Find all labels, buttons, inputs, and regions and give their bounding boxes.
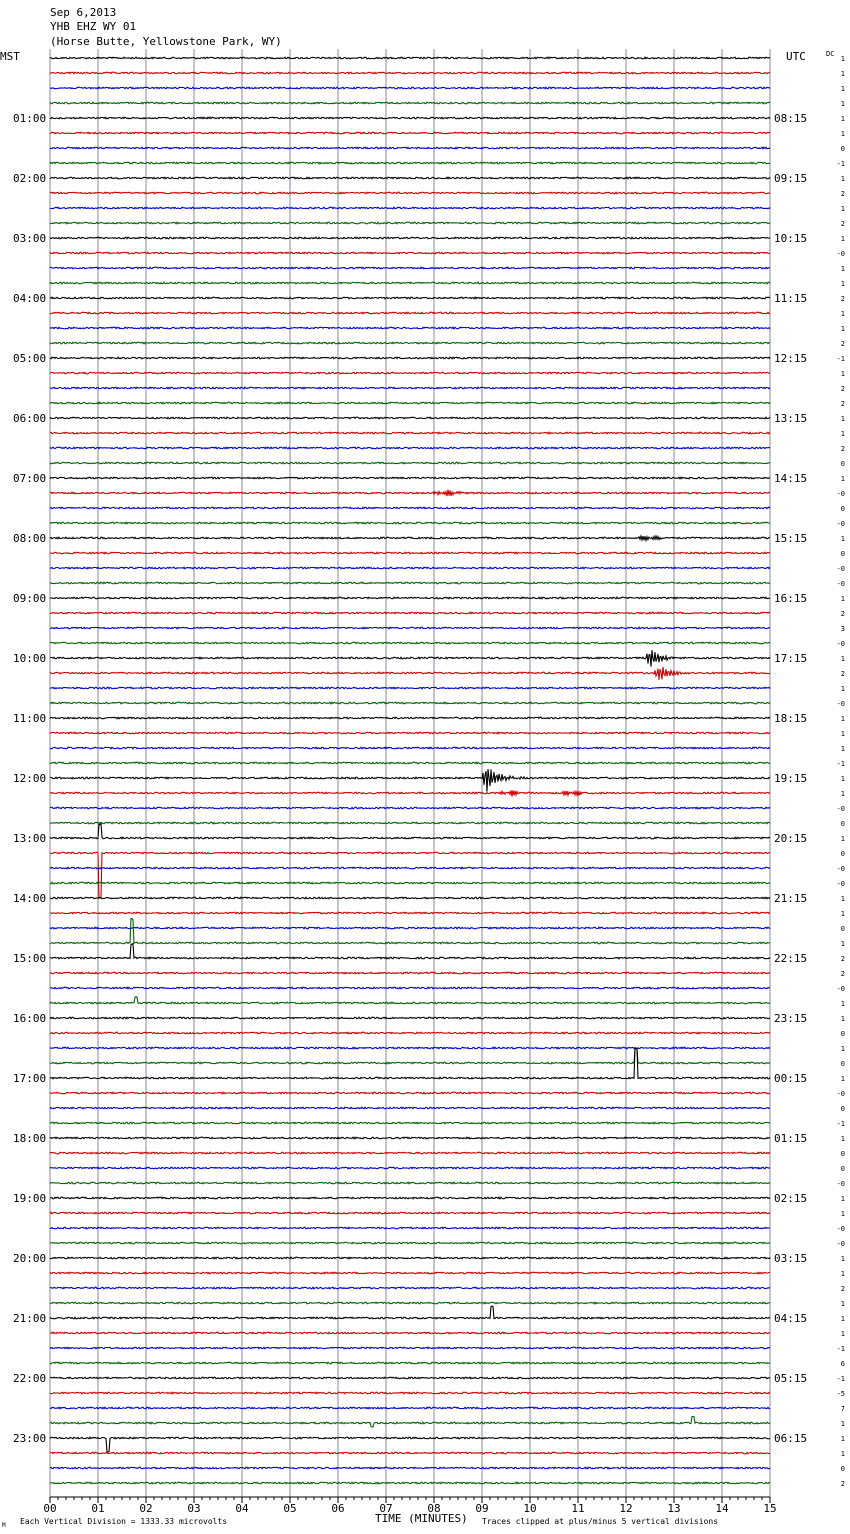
mst-hour-label: 12:00: [13, 772, 47, 785]
seismic-trace: [50, 1272, 770, 1274]
dc-offset-value: 0: [840, 925, 845, 933]
seismic-trace: [50, 747, 770, 749]
seismic-trace: [50, 642, 770, 644]
dc-offset-value: 1: [840, 685, 845, 693]
dc-offset-value: 1: [840, 415, 845, 423]
seismic-trace: [50, 402, 770, 404]
x-tick-label: 10: [523, 1502, 537, 1515]
seismic-trace: [50, 769, 770, 792]
dc-offset-value: 0: [840, 1150, 845, 1158]
x-tick-label: 14: [715, 1502, 729, 1515]
seismic-trace: [50, 507, 770, 509]
mst-hour-label: 06:00: [13, 412, 47, 425]
dc-offset-value: 1: [840, 175, 845, 183]
dc-offset-value: 2: [840, 295, 845, 303]
seismic-trace: [50, 1167, 770, 1169]
seismic-trace: [50, 522, 770, 524]
seismic-trace: [50, 1257, 770, 1259]
seismic-trace: [50, 1306, 770, 1319]
seismic-trace: [50, 1227, 770, 1229]
dc-offset-value: 0: [840, 1105, 845, 1113]
dc-offset-value: 0: [840, 1060, 845, 1068]
dc-offset-value: 1: [840, 1195, 845, 1203]
minute-grid: [50, 49, 770, 1497]
dc-offset-value: 1: [840, 235, 845, 243]
seismic-trace: [50, 536, 770, 540]
dc-offset-value: 1: [840, 1420, 845, 1428]
dc-offset-value: 0: [840, 550, 845, 558]
dc-offset-value: -1: [836, 1375, 845, 1383]
utc-hour-label: 08:15: [774, 112, 808, 125]
seismic-trace: [50, 207, 770, 209]
dc-offset-value: -0: [836, 1180, 845, 1188]
dc-offset-value: -0: [836, 565, 845, 573]
seismic-trace: [50, 702, 770, 704]
x-tick-label: 09: [475, 1502, 489, 1515]
dc-offset-value: 1: [840, 1000, 845, 1008]
dc-offset-value: 1: [840, 535, 845, 543]
dc-offset-value: -0: [836, 985, 845, 993]
dc-offset-value: 1: [840, 1435, 845, 1443]
seismic-trace: [50, 462, 770, 464]
seismic-trace: [50, 650, 770, 666]
header-date: Sep 6,2013: [50, 6, 117, 19]
dc-offset-value: 0: [840, 1465, 845, 1473]
dc-offset-value: 1: [840, 130, 845, 138]
seismic-trace: [50, 1122, 770, 1124]
dc-offset-value: -0: [836, 640, 845, 648]
dc-offset-value: 2: [840, 385, 845, 393]
right-timezone-label: UTC: [786, 50, 806, 63]
seismic-trace: [50, 687, 770, 689]
seismic-trace: [50, 1287, 770, 1289]
seismic-trace: [50, 102, 770, 104]
seismic-trace: [50, 132, 770, 134]
x-tick-label: 04: [235, 1502, 249, 1515]
utc-hour-label: 21:15: [774, 892, 808, 905]
seismic-trace: [50, 57, 770, 59]
left-timezone-label: MST: [0, 50, 20, 63]
seismic-trace: [50, 612, 770, 614]
seismic-trace: [50, 852, 770, 898]
dc-offset-value: 1: [840, 730, 845, 738]
seismic-trace: [50, 1212, 770, 1214]
x-tick-label: 02: [139, 1502, 153, 1515]
dc-offset-value: -0: [836, 880, 845, 888]
dc-offset-value: -0: [836, 1225, 845, 1233]
seismic-trace: [50, 997, 770, 1004]
dc-offset-value: 2: [840, 445, 845, 453]
mst-hour-label: 05:00: [13, 352, 47, 365]
dc-offset-value: 1: [840, 85, 845, 93]
seismic-trace: [50, 1332, 770, 1334]
dc-offset-value: 2: [840, 955, 845, 963]
seismic-trace: [50, 1362, 770, 1364]
mst-hour-label: 14:00: [13, 892, 47, 905]
mst-hour-label: 21:00: [13, 1312, 47, 1325]
seismic-trace: [50, 1048, 770, 1079]
dc-offset-value: 2: [840, 610, 845, 618]
x-tick-label: 00: [43, 1502, 57, 1515]
dc-offset-value: 1: [840, 265, 845, 273]
dc-offset-value: 1: [840, 745, 845, 753]
mst-hour-label: 18:00: [13, 1132, 47, 1145]
x-tick-label: 05: [283, 1502, 297, 1515]
dc-column-label: DC: [826, 50, 835, 58]
seismic-trace: [50, 1302, 770, 1304]
mst-hour-label: 19:00: [13, 1192, 47, 1205]
dc-offset-value: -0: [836, 805, 845, 813]
dc-offset-value: 1: [840, 1075, 845, 1083]
dc-offset-value: -0: [836, 1090, 845, 1098]
dc-offset-value: -0: [836, 865, 845, 873]
dc-offset-value: 1: [840, 115, 845, 123]
dc-offset-value: 2: [840, 1285, 845, 1293]
utc-hour-label: 05:15: [774, 1372, 808, 1385]
seismic-trace: [50, 162, 770, 164]
dc-offset-value: 1: [840, 655, 845, 663]
dc-offset-value: 1: [840, 1210, 845, 1218]
seismic-trace: [50, 357, 770, 359]
dc-offset-value: -0: [836, 490, 845, 498]
seismic-trace: [50, 732, 770, 734]
utc-hour-label: 00:15: [774, 1072, 808, 1085]
dc-offset-value: 1: [840, 430, 845, 438]
seismic-trace: [50, 490, 770, 496]
seismic-trace: [50, 597, 770, 599]
mst-hour-label: 02:00: [13, 172, 47, 185]
mst-hour-label: 13:00: [13, 832, 47, 845]
seismic-trace: [50, 387, 770, 389]
dc-offset-value: 1: [840, 310, 845, 318]
mst-hour-label: 10:00: [13, 652, 47, 665]
dc-offset-value: 1: [840, 1015, 845, 1023]
dc-offset-value: -1: [836, 355, 845, 363]
dc-offset-value: 1: [840, 715, 845, 723]
dc-offset-value: 1: [840, 835, 845, 843]
seismic-trace: [50, 1437, 770, 1452]
x-tick-label: 07: [379, 1502, 393, 1515]
x-tick-label: 12: [619, 1502, 633, 1515]
dc-offset-value: 1: [840, 940, 845, 948]
seismic-trace: [50, 627, 770, 629]
dc-offset-value: 2: [840, 340, 845, 348]
seismic-trace: [50, 252, 770, 254]
seismic-trace: [50, 447, 770, 449]
utc-hour-label: 09:15: [774, 172, 808, 185]
dc-offset-value: 0: [840, 460, 845, 468]
utc-hour-label: 01:15: [774, 1132, 808, 1145]
dc-offset-value: 1: [840, 790, 845, 798]
dc-offset-value: -1: [836, 760, 845, 768]
utc-hour-label: 10:15: [774, 232, 808, 245]
x-tick-label: 06: [331, 1502, 345, 1515]
corner-mark: M: [2, 1522, 6, 1529]
dc-offset-value: 1: [840, 895, 845, 903]
seismic-trace: [50, 282, 770, 284]
seismic-trace: [50, 87, 770, 89]
utc-hour-label: 15:15: [774, 532, 808, 545]
seismic-trace: [50, 117, 770, 119]
seismic-trace: [50, 192, 770, 194]
dc-offset-value: -0: [836, 250, 845, 258]
seismic-trace: [50, 717, 770, 719]
mst-hour-label: 03:00: [13, 232, 47, 245]
seismic-trace: [50, 867, 770, 869]
dc-offset-value: 1: [840, 370, 845, 378]
mst-hour-label: 01:00: [13, 112, 47, 125]
dc-offset-value: 2: [840, 190, 845, 198]
mst-hour-label: 07:00: [13, 472, 47, 485]
dc-offset-value: 1: [840, 100, 845, 108]
dc-offset-value: 0: [840, 145, 845, 153]
seismic-trace: [50, 237, 770, 239]
x-tick-label: 13: [667, 1502, 681, 1515]
seismic-trace: [50, 1482, 770, 1484]
seismic-trace: [50, 477, 770, 479]
seismic-trace: [50, 762, 770, 764]
seismic-trace: [50, 297, 770, 299]
x-tick-label: 03: [187, 1502, 201, 1515]
utc-hour-label: 03:15: [774, 1252, 808, 1265]
dc-offset-value: 0: [840, 1165, 845, 1173]
seismic-trace: [50, 824, 770, 839]
dc-offset-value: 0: [840, 820, 845, 828]
seismic-trace: [50, 1049, 770, 1064]
seismic-trace: [50, 1092, 770, 1094]
dc-offset-value: 2: [840, 670, 845, 678]
dc-offset-value: -5: [836, 1390, 845, 1398]
utc-hour-label: 16:15: [774, 592, 808, 605]
seismic-trace: [50, 927, 770, 929]
seismic-trace: [50, 267, 770, 269]
dc-offset-value: -0: [836, 700, 845, 708]
seismic-trace: [50, 919, 770, 944]
seismic-trace: [50, 1452, 770, 1454]
dc-offset-value: 1: [840, 280, 845, 288]
seismic-trace: [50, 1377, 770, 1379]
dc-offset-value: 0: [840, 850, 845, 858]
dc-offset-value: 1: [840, 910, 845, 918]
mst-hour-label: 11:00: [13, 712, 47, 725]
seismic-trace: [50, 567, 770, 569]
seismic-trace: [50, 312, 770, 314]
dc-offset-labels: [837, 55, 845, 1488]
dc-offset-value: 2: [840, 400, 845, 408]
dc-offset-value: 1: [840, 1270, 845, 1278]
seismic-trace: [50, 790, 770, 796]
dc-offset-value: 7: [840, 1405, 845, 1413]
footer-vertical-division: Each Vertical Division = 1333.33 microvolts: [20, 1517, 228, 1526]
dc-offset-value: 1: [840, 325, 845, 333]
mst-hour-label: 22:00: [13, 1372, 47, 1385]
seismic-trace: [50, 1032, 770, 1034]
utc-hour-label: 13:15: [774, 412, 808, 425]
seismic-trace: [50, 417, 770, 419]
x-tick-label: 15: [763, 1502, 777, 1515]
dc-offset-value: 1: [840, 1045, 845, 1053]
mst-hour-label: 23:00: [13, 1432, 47, 1445]
seismic-trace: [50, 822, 770, 824]
mst-hour-label: 17:00: [13, 1072, 47, 1085]
dc-offset-value: 2: [840, 1480, 845, 1488]
seismic-trace: [50, 667, 770, 680]
dc-offset-value: -0: [836, 520, 845, 528]
dc-offset-value: 1: [840, 70, 845, 78]
dc-offset-value: 3: [840, 625, 845, 633]
seismic-trace: [50, 807, 770, 809]
utc-hour-label: 14:15: [774, 472, 808, 485]
dc-offset-value: -0: [836, 580, 845, 588]
seismic-trace: [50, 72, 770, 74]
seismic-trace: [50, 897, 770, 899]
seismic-trace: [50, 1107, 770, 1109]
utc-hour-label: 11:15: [774, 292, 808, 305]
dc-offset-value: -1: [836, 160, 845, 168]
seismic-trace: [50, 177, 770, 179]
seismic-trace: [50, 882, 770, 884]
seismic-trace: [50, 222, 770, 224]
dc-offset-value: 0: [840, 505, 845, 513]
x-axis-title: TIME (MINUTES): [375, 1512, 468, 1525]
utc-hour-label: 17:15: [774, 652, 808, 665]
mst-hour-label: 08:00: [13, 532, 47, 545]
header-location: (Horse Butte, Yellowstone Park, WY): [50, 35, 282, 48]
utc-hour-label: 04:15: [774, 1312, 808, 1325]
dc-offset-value: 1: [840, 1450, 845, 1458]
seismic-trace: [50, 552, 770, 554]
seismic-trace: [50, 1392, 770, 1394]
seismic-trace: [50, 1197, 770, 1199]
dc-offset-value: -1: [836, 1120, 845, 1128]
dc-offset-value: -1: [836, 1345, 845, 1353]
dc-offset-value: 1: [840, 1135, 845, 1143]
seismic-trace: [50, 1416, 770, 1427]
utc-hour-label: 18:15: [774, 712, 808, 725]
utc-hour-label: 12:15: [774, 352, 808, 365]
utc-hour-label: 06:15: [774, 1432, 808, 1445]
trace-rows: [50, 57, 770, 1484]
dc-offset-value: 1: [840, 475, 845, 483]
dc-offset-value: 1: [840, 1315, 845, 1323]
x-tick-label: 08: [427, 1502, 441, 1515]
seismic-trace: [50, 912, 770, 914]
dc-offset-value: 1: [840, 1300, 845, 1308]
seismic-trace: [50, 1407, 770, 1409]
dc-offset-value: -0: [836, 1240, 845, 1248]
dc-offset-value: 1: [840, 595, 845, 603]
mst-hour-label: 15:00: [13, 952, 47, 965]
seismic-trace: [50, 342, 770, 344]
seismic-trace: [50, 1182, 770, 1184]
mst-hour-label: 09:00: [13, 592, 47, 605]
seismic-trace: [50, 1017, 770, 1019]
seismic-trace: [50, 1137, 770, 1139]
seismic-trace: [50, 1152, 770, 1154]
seismic-trace: [50, 327, 770, 329]
seismic-trace: [50, 147, 770, 149]
seismic-trace: [50, 1467, 770, 1469]
seismic-trace: [50, 987, 770, 989]
mst-hour-label: 16:00: [13, 1012, 47, 1025]
x-tick-label: 11: [571, 1502, 585, 1515]
dc-offset-value: 1: [840, 55, 845, 63]
mst-hour-label: 04:00: [13, 292, 47, 305]
utc-hour-label: 20:15: [774, 832, 808, 845]
header-station: YHB EHZ WY 01: [50, 20, 137, 33]
utc-hour-label: 19:15: [774, 772, 808, 785]
seismic-trace: [50, 972, 770, 974]
seismic-trace: [50, 1347, 770, 1349]
footer-clip-note: Traces clipped at plus/minus 5 vertical divisions: [482, 1517, 719, 1526]
utc-hour-label: 22:15: [774, 952, 808, 965]
dc-offset-value: 2: [840, 970, 845, 978]
x-tick-label: 01: [91, 1502, 105, 1515]
seismic-trace: [50, 944, 770, 959]
dc-offset-value: 0: [840, 1030, 845, 1038]
utc-hour-label: 02:15: [774, 1192, 808, 1205]
dc-offset-value: 1: [840, 1255, 845, 1263]
seismic-trace: [50, 372, 770, 374]
dc-offset-value: 1: [840, 775, 845, 783]
seismic-trace: [50, 582, 770, 584]
mst-hour-label: 20:00: [13, 1252, 47, 1265]
utc-hour-label: 23:15: [774, 1012, 808, 1025]
dc-offset-value: 1: [840, 205, 845, 213]
dc-offset-value: 6: [840, 1360, 845, 1368]
dc-offset-value: 2: [840, 220, 845, 228]
seismic-trace: [50, 1242, 770, 1244]
dc-offset-value: 1: [840, 1330, 845, 1338]
seismic-trace: [50, 432, 770, 434]
seismic-trace: [50, 1047, 770, 1049]
